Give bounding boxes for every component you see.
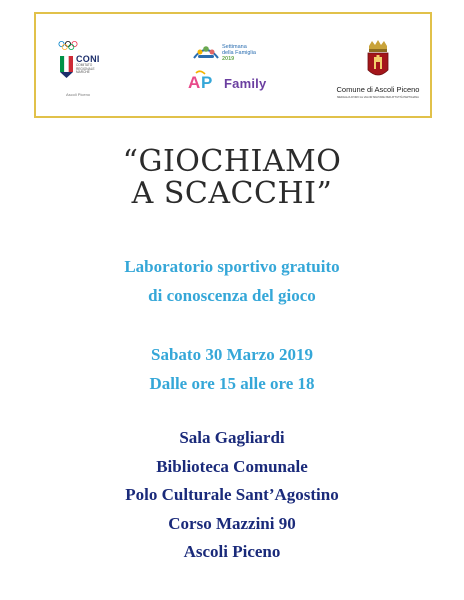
comune-name: Comune di Ascoli Piceno [336, 85, 420, 94]
settimana-line2: della Famiglia [222, 50, 256, 56]
ap-family-mark-icon [188, 70, 224, 94]
venue-line: Polo Culturale Sant’Agostino [125, 485, 339, 504]
svg-text:A: A [188, 73, 201, 92]
italian-shield-icon [60, 56, 73, 78]
coni-place: Ascoli Piceno [66, 92, 91, 97]
city-crest-icon [365, 40, 391, 82]
event-title-line2: A SCACCHI” [131, 176, 333, 211]
coni-text [76, 54, 108, 75]
event-date: Sabato 30 Marzo 2019 [151, 345, 313, 364]
olympic-rings-icon [58, 40, 78, 52]
venue-line: Biblioteca Comunale [156, 456, 308, 476]
settimana-year: 2019 [222, 56, 235, 62]
comune-subtitle: MEDAGLIA D'ORO AL VALOR MILITARE PER ATTIVITÀ PARTIGIANA [337, 96, 419, 99]
settimana-text [222, 44, 256, 62]
settimana-line1: Settimana [222, 44, 247, 50]
venue-line: Ascoli Piceno [183, 542, 281, 561]
event-subtitle-line2: di conoscenza del gioco [148, 286, 316, 305]
coni-subtitle: COMITATO REGIONALE MARCHE [76, 63, 95, 75]
event-subtitle [0, 252, 464, 310]
event-venue [0, 424, 464, 567]
svg-text:P: P [201, 73, 213, 92]
event-subtitle-line1: Laboratorio sportivo gratuito [124, 257, 340, 276]
coni-name: CONI [76, 54, 100, 64]
venue-line: Sala Gagliardi [179, 428, 285, 447]
event-title [0, 146, 464, 210]
settimana-famiglia-logo [188, 38, 298, 98]
family-word: Family [224, 76, 267, 91]
event-time: Dalle ore 15 alle ore 18 [149, 374, 315, 393]
event-title-line1: “GIOCHIAMO [122, 144, 342, 179]
family-icon [192, 40, 220, 62]
venue-line: Corso Mazzini 90 [168, 513, 296, 533]
logo-banner [34, 12, 432, 118]
coni-logo [58, 40, 118, 102]
event-when [0, 340, 464, 398]
comune-ascoli-logo [330, 40, 426, 106]
